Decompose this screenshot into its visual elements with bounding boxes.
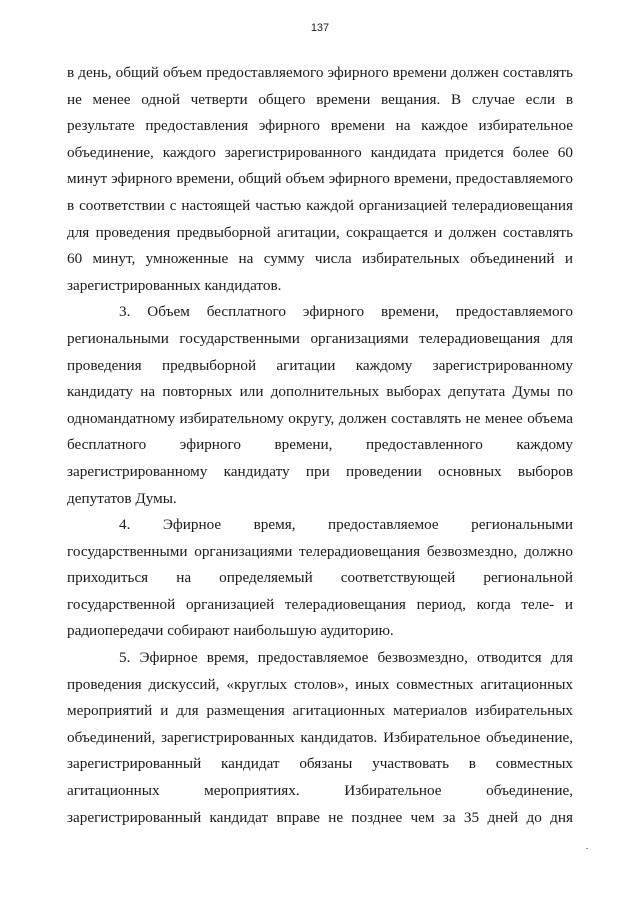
paragraph-5: 5. Эфирное время, предоставляемое безвозмездно, отводится для проведения дискуссий, «круглых столов», иных совместных агитационных мероприятий и для размещения агитационных материалов избирательных объединений, зарегистрированных кандидатов. Избирательное объединение, зарегистрированный кандидат обязаны участвовать в совместных агитационных мероприятиях. Избирательное объединение, зарегистрированный кандидат вправе не позднее чем за 35 дней до дня bbox=[67, 649, 573, 826]
scan-speck bbox=[586, 848, 588, 849]
paragraph-3: 3. Объем бесплатного эфирного времени, предоставляемого региональными государственными организациями телерадиовещания для проведения предвыборной агитации каждому зарегистрированному кандидату на повторных или дополнительных выборах депутата Думы по одномандатному избирательному округу, должен составлять не менее объема бесплатного эфирного времени, предоставленного каждому зарегистрированному кандидату при проведении основных выборов депутатов Думы. bbox=[67, 303, 573, 507]
paragraph-continuation: в день, общий объем предоставляемого эфирного времени должен составлять не менее одной четверти общего времени вещания. В случае если в результате предоставления эфирного времени на каждое избирательное объединение, каждого зарегистрированного кандидата придется более 60 минут эфирного времени, общий объем эфирного времени, предоставляемого в соответствии с настоящей частью каждой организацией телерадиовещания для проведения предвыборной агитации, сокращается и должен составлять 60 минут, умноженные на сумму числа избирательных объединений и зарегистрированных кандидатов. bbox=[67, 64, 573, 294]
page-number: 137 bbox=[310, 22, 330, 34]
document-body bbox=[67, 60, 573, 831]
paragraph-4: 4. Эфирное время, предоставляемое региональными государственными организациями телерадиовещания безвозмездно, должно приходиться на определяемый соответствующей региональной государственной организацией телерадиовещания период, когда теле- и радиопередачи собирают наибольшую аудиторию. bbox=[67, 516, 573, 640]
